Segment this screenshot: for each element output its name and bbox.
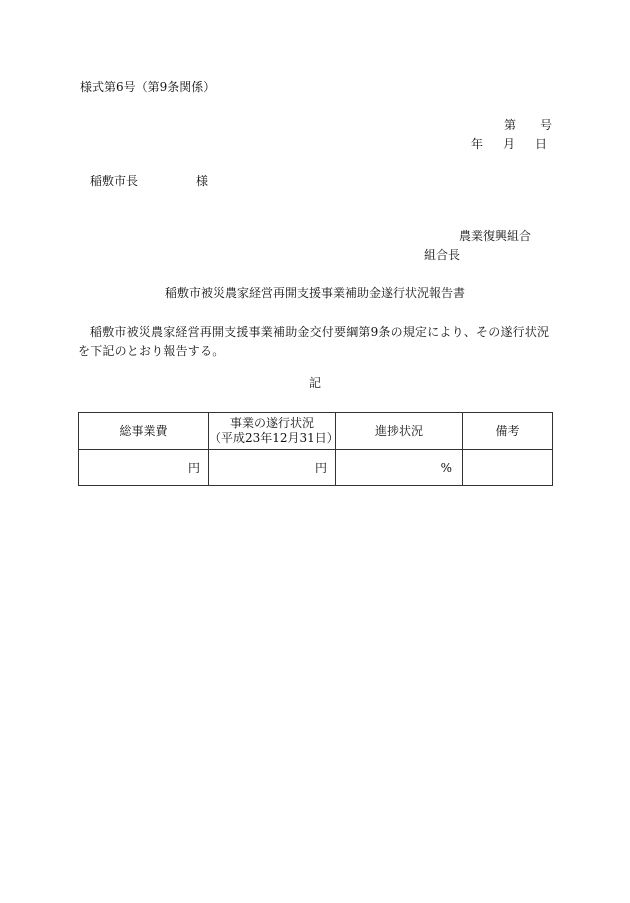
number-label-go: 号 bbox=[540, 118, 553, 132]
table-header-row bbox=[79, 413, 553, 450]
addressee-honorific: 様 bbox=[196, 174, 209, 188]
header-progress bbox=[209, 413, 339, 450]
sender-title: 組合長 bbox=[424, 248, 461, 262]
addressee bbox=[90, 174, 209, 188]
number-label-dai: 第 bbox=[504, 118, 517, 132]
header-remarks: 備考 bbox=[463, 413, 553, 450]
table-row bbox=[79, 450, 553, 486]
addressee-name: 稲敷市長 bbox=[90, 174, 139, 188]
document-title: 稲敷市被災農家経営再開支援事業補助金遂行状況報告書 bbox=[164, 286, 465, 300]
date-year: 年 bbox=[471, 137, 484, 151]
ki-marker: 記 bbox=[308, 376, 321, 390]
header-progress-status: 進捗状況 bbox=[336, 413, 463, 450]
header-total-cost: 総事業費 bbox=[79, 413, 209, 450]
report-table bbox=[78, 412, 553, 486]
cell-remarks[interactable] bbox=[463, 450, 553, 486]
header-progress-line2: （平成23年12月31日） bbox=[209, 431, 339, 445]
cell-total-cost[interactable]: 円 bbox=[79, 450, 209, 486]
cell-progress[interactable]: 円 bbox=[209, 450, 336, 486]
body-text: 稲敷市被災農家経営再開支援事業補助金交付要綱第9条の規定により、その遂行状況を下記のとおり報告する。 bbox=[78, 325, 550, 358]
date-day: 日 bbox=[535, 137, 548, 151]
header-progress-line1: 事業の遂行状況 bbox=[229, 416, 314, 430]
date-month: 月 bbox=[503, 137, 516, 151]
form-number: 様式第6号（第9条関係） bbox=[80, 80, 216, 94]
cell-progress-status[interactable]: % bbox=[336, 450, 463, 486]
date-line bbox=[471, 138, 547, 150]
sender-organization: 農業復興組合 bbox=[459, 229, 532, 243]
document-number-line bbox=[504, 119, 552, 131]
